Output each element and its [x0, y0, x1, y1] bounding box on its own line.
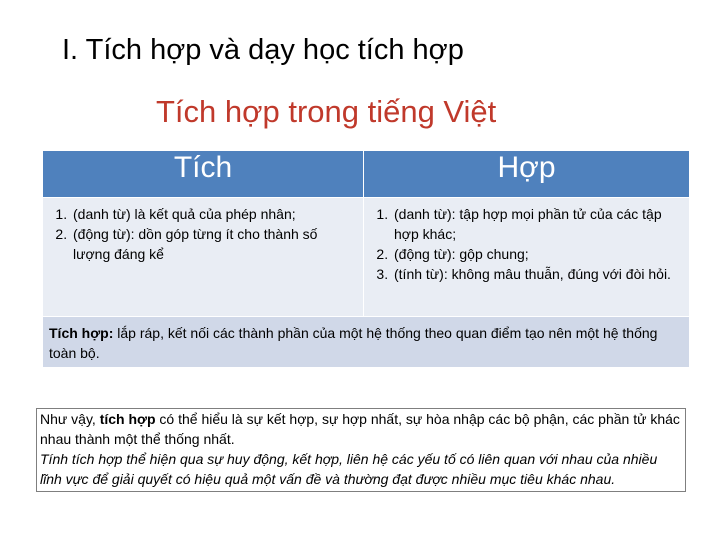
table-row-summary	[43, 317, 690, 368]
definition-table	[42, 150, 690, 368]
note-italic-paragraph: Tính tích hợp thể hiện qua sự huy động, kết hợp, liên hệ các yếu tố có liên quan với nhau của nhiều lĩnh vực để giải quyết có hiệu quả một vấn đề và thường đạt được nhiều mục tiêu khác nhau.	[40, 451, 658, 487]
summary-text: lắp ráp, kết nối các thành phần của một hệ thống theo quan điểm tạo nên một hệ thống toàn bộ.	[49, 325, 658, 361]
hop-definitions-cell	[364, 198, 690, 317]
note-paragraph	[40, 409, 680, 449]
hop-definition-list	[370, 204, 683, 284]
slide-subtitle: Tích hợp trong tiếng Việt	[156, 94, 497, 129]
note-box	[36, 408, 686, 492]
summary-cell	[43, 317, 690, 368]
tich-definitions-cell	[43, 198, 364, 317]
summary-term: Tích hợp:	[49, 325, 114, 341]
table-header-row	[43, 151, 690, 198]
list-item: 3. (tính từ): không mâu thuẫn, đúng với đòi hỏi.	[392, 264, 683, 284]
table-row-definitions	[43, 198, 690, 317]
list-item: 1. (danh từ) là kết quả của phép nhân;	[71, 204, 357, 224]
note-rest: có thể hiểu là sự kết hợp, sự hợp nhất, sự hòa nhập các bộ phận, các phần tử khác nhau thành một thể thống nhất.	[40, 411, 680, 447]
header-hop: Hợp	[364, 151, 690, 198]
tich-definition-list	[49, 204, 357, 264]
list-item: 1. (danh từ): tập hợp mọi phần tử của các tập hợp khác;	[392, 204, 683, 244]
note-term: tích hợp	[99, 411, 156, 427]
slide-title: I. Tích hợp và dạy học tích hợp	[62, 34, 464, 66]
note-prefix: Như vậy,	[40, 411, 100, 427]
list-item: 2. (động từ): dồn góp từng ít cho thành số lượng đáng kể	[71, 224, 357, 264]
header-tich: Tích	[43, 151, 364, 198]
list-item: 2. (động từ): gộp chung;	[392, 244, 683, 264]
